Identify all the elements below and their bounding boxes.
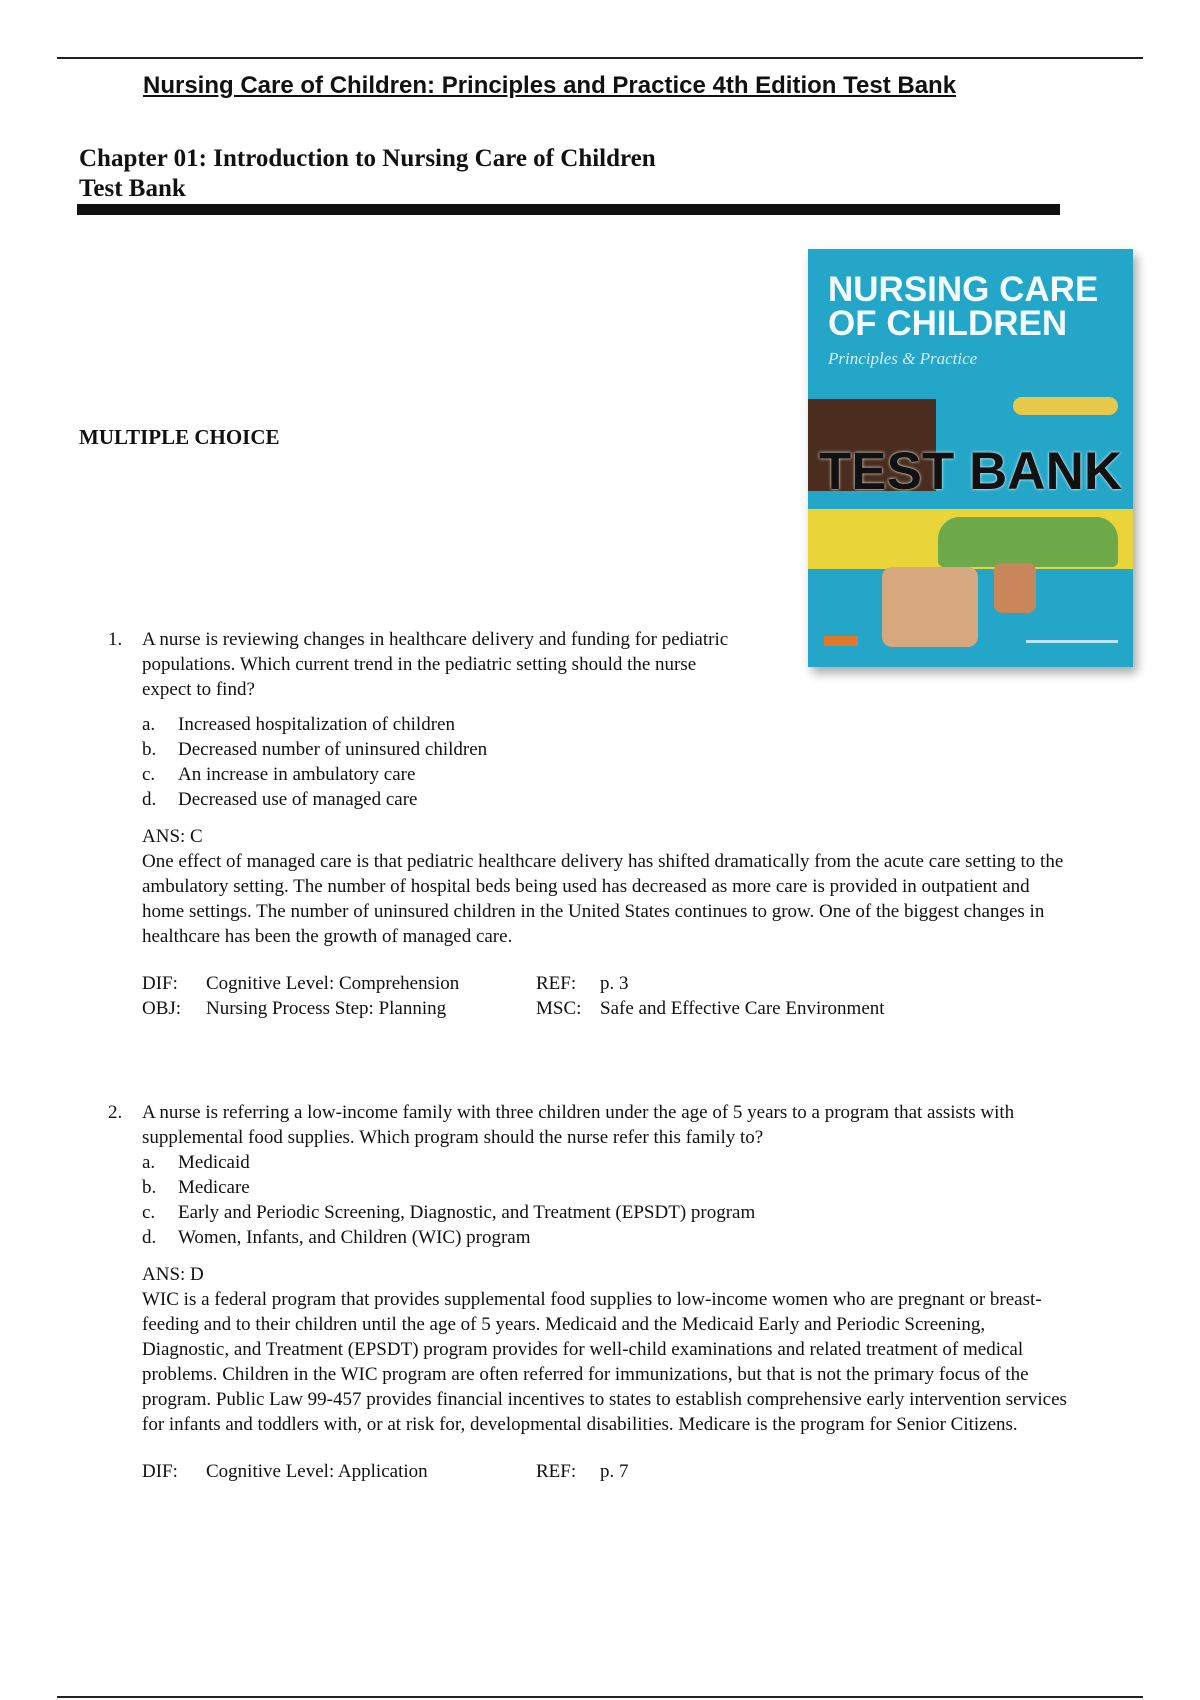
- option-letter: c.: [142, 1202, 156, 1223]
- option-text: Early and Periodic Screening, Diagnostic, and Treatment (EPSDT) program: [178, 1202, 756, 1223]
- option-a: [142, 712, 1068, 737]
- answer-key: ANS: D: [142, 1264, 204, 1285]
- meta-label: DIF:: [142, 1461, 178, 1482]
- question-metadata: [142, 1459, 1068, 1484]
- cover-subtitle: Principles & Practice: [828, 349, 978, 368]
- question-2: [108, 1100, 1068, 1484]
- answer-options: [108, 712, 1068, 812]
- cover-title-line1: NURSING CARE: [828, 270, 1099, 309]
- meta-row: [142, 1459, 1068, 1484]
- bottom-rule: [57, 1696, 1143, 1698]
- question-1: [108, 627, 1068, 1021]
- cover-photo-child: [994, 563, 1036, 613]
- question-stem: A nurse is reviewing changes in healthcare delivery and funding for pediatric populations. Which current trend in the pediatric setting should the nurse expect to find?: [142, 629, 729, 700]
- option-text: Increased hospitalization of children: [178, 714, 455, 735]
- meta-value: Cognitive Level: Comprehension: [206, 973, 460, 994]
- option-text: Medicaid: [178, 1152, 250, 1173]
- meta-value: p. 3: [600, 973, 629, 994]
- rationale: One effect of managed care is that pediatric healthcare delivery has shifted dramatically from the acute care setting to the ambulatory setting. The number of hospital beds being used has decreased as more care is provided in outpatient and home settings. The number of uninsured children in the United States continues to grow. One of the biggest changes in healthcare has been the growth of managed care.: [142, 851, 1064, 947]
- meta-value: Cognitive Level: Application: [206, 1461, 428, 1482]
- option-letter: b.: [142, 739, 157, 760]
- option-letter: d.: [142, 789, 157, 810]
- option-text: Decreased number of uninsured children: [178, 739, 488, 760]
- option-text: An increase in ambulatory care: [178, 764, 416, 785]
- top-rule: [57, 57, 1143, 59]
- cover-title-line2: OF CHILDREN: [828, 304, 1068, 343]
- book-cover-image: [808, 249, 1133, 667]
- option-letter: c.: [142, 764, 156, 785]
- meta-row: [142, 996, 1068, 1021]
- option-c: [142, 1200, 1068, 1225]
- option-d: [142, 1225, 1068, 1250]
- option-b: [142, 1175, 1068, 1200]
- option-b: [142, 737, 1068, 762]
- cover-photo-grass: [938, 517, 1118, 567]
- option-letter: a.: [142, 714, 156, 735]
- option-letter: b.: [142, 1177, 157, 1198]
- meta-label: MSC:: [536, 998, 582, 1019]
- question-metadata: [142, 971, 1068, 1021]
- meta-value: Safe and Effective Care Environment: [600, 998, 885, 1019]
- rationale: WIC is a federal program that provides supplemental food supplies to low-income women who are pregnant or breast-feeding and to their children until the age of 5 years. Medicaid and the Medicaid Early and Periodic Screening, Diagnostic, and Treatment (EPSDT) program provides for well-child examinations and related treatment of medical problems. Children in the WIC program are often referred for immunizations, but that is not the primary focus of the program. Public Law 99-457 provides financial incentives to states to establish comprehensive early intervention services for infants and toddlers with, or at risk for, developmental disabilities. Medicare is the program for Senior Citizens.: [142, 1289, 1067, 1435]
- test-bank-stamp: TEST BANK: [818, 442, 1123, 501]
- question-number: 2.: [108, 1102, 123, 1123]
- option-c: [142, 762, 1068, 787]
- option-d: [142, 787, 1068, 812]
- cover-title: [828, 270, 1099, 343]
- option-letter: d.: [142, 1227, 157, 1248]
- chapter-divider: [77, 204, 1060, 215]
- meta-label: REF:: [536, 1461, 577, 1482]
- meta-label: OBJ:: [142, 998, 182, 1019]
- meta-row: [142, 971, 1068, 996]
- question-stem: A nurse is referring a low-income family with three children under the age of 5 years to a program that assists with supplemental food supplies. Which program should the nurse refer this family to?: [142, 1102, 1015, 1148]
- question-number: 1.: [108, 629, 123, 650]
- chapter-title: Chapter 01: Introduction to Nursing Care of Children: [79, 145, 656, 172]
- option-text: Medicare: [178, 1177, 250, 1198]
- meta-value: Nursing Process Step: Planning: [206, 998, 447, 1019]
- answer-key: ANS: C: [142, 826, 203, 847]
- option-text: Women, Infants, and Children (WIC) program: [178, 1227, 531, 1248]
- chapter-subtitle: Test Bank: [79, 175, 186, 202]
- option-letter: a.: [142, 1152, 156, 1173]
- meta-label: REF:: [536, 973, 577, 994]
- meta-label: DIF:: [142, 973, 178, 994]
- option-text: Decreased use of managed care: [178, 789, 418, 810]
- meta-value: p. 7: [600, 1461, 629, 1482]
- option-a: [142, 1150, 1068, 1175]
- document-title: Nursing Care of Children: Principles and Practice 4th Edition Test Bank: [143, 72, 957, 99]
- cover-edition-badge: [1013, 397, 1118, 415]
- answer-options: [108, 1150, 1068, 1250]
- section-heading: MULTIPLE CHOICE: [79, 425, 280, 449]
